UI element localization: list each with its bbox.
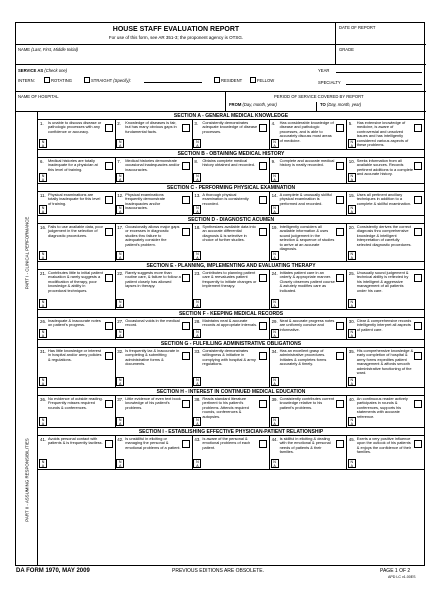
section-header: SECTION G - FULFILLING ADMINISTRATIVE OBLIGATIONS: [38, 340, 424, 348]
hospital-label: NAME OF HOSPITAL: [18, 94, 59, 99]
rating-number: 26.: [40, 319, 47, 324]
rating-number: 35.: [348, 349, 355, 354]
rating-number: 30.: [348, 319, 355, 324]
rating-number: 21.: [40, 271, 47, 276]
rating-number: 41.: [40, 437, 47, 442]
rating-number: 29.: [271, 319, 278, 324]
version: APD LC v1.00ES: [388, 575, 416, 579]
na-checkbox[interactable]: N A: [193, 205, 201, 214]
rotating-label: ROTATING: [51, 78, 73, 83]
rating-description: Clear & comprehensive records intelligently interpret all aspects of patient care.: [356, 318, 412, 332]
section-header: SECTION A - GENERAL MEDICAL KNOWLEDGE: [38, 112, 424, 120]
rating-description: Physical examinations are totally inadequate for this level of training.: [48, 192, 101, 206]
rating-number: 12.: [117, 193, 124, 198]
rating-checkbox[interactable]: [105, 124, 113, 132]
rating-checkbox[interactable]: [336, 162, 344, 170]
rating-description: Has an excellent grasp of administrative procedures. Initiates & completes forms accurately & timely.: [279, 348, 327, 367]
rating-checkbox[interactable]: [105, 440, 113, 448]
part2-label: PART II - ASSUMING RESPONSIBILITIES: [24, 437, 29, 522]
na-checkbox[interactable]: N A: [193, 459, 201, 468]
na-checkbox[interactable]: N A: [116, 329, 124, 338]
rating-number: 45.: [348, 437, 355, 442]
rating-option: [270, 192, 348, 215]
rating-row: [38, 318, 424, 340]
rating-description: Obtains complete medical history obtained and recorded.: [202, 158, 255, 168]
na-checkbox[interactable]: N A: [39, 417, 47, 426]
section-header: SECTION E - PLANNING, IMPLEMENTING AND EVALUATING THERAPY: [38, 262, 424, 270]
rating-option: [115, 158, 193, 183]
rating-number: 5.: [348, 121, 353, 126]
rating-number: 28.: [194, 319, 201, 324]
rating-description: Contributes to planning patient care & reevaluates patient frequently to initiate changes or implement therapy.: [202, 270, 257, 289]
rating-number: 44.: [271, 437, 278, 442]
rating-description: Consistently demonstrates adequate knowledge of disease processes.: [202, 120, 258, 134]
rating-option: [270, 436, 348, 469]
intern-label: INTERN:: [18, 78, 35, 83]
na-checkbox[interactable]: N A: [271, 139, 279, 148]
rating-number: 25.: [348, 271, 355, 276]
rating-number: 11.: [40, 193, 46, 198]
na-checkbox[interactable]: N A: [116, 299, 124, 308]
rating-checkbox[interactable]: [182, 162, 190, 170]
rating-description: Occasional voids in the medical record.: [125, 318, 180, 328]
rating-number: 24.: [271, 271, 278, 276]
previous-editions: PREVIOUS EDITIONS ARE OBSOLETE.: [172, 568, 264, 574]
rating-option: [115, 192, 193, 215]
rating-number: 37.: [117, 397, 124, 402]
rating-row: [38, 192, 424, 216]
rating-option: [38, 158, 116, 183]
rating-description: A thorough physical examination is consistently recorded.: [202, 192, 249, 206]
service-row: [16, 65, 426, 92]
rating-number: 9.: [271, 159, 276, 164]
rating-number: 27.: [117, 319, 124, 324]
date-of-report-field[interactable]: [339, 33, 423, 43]
rating-number: 1.: [40, 121, 44, 126]
rating-option: [38, 396, 116, 427]
rating-checkbox[interactable]: [336, 440, 344, 448]
na-checkbox[interactable]: N A: [348, 377, 356, 386]
rating-checkbox[interactable]: [259, 400, 267, 408]
na-checkbox[interactable]: N A: [271, 299, 279, 308]
rating-number: 6.: [40, 159, 44, 164]
na-checkbox[interactable]: N A: [271, 251, 279, 260]
rating-number: 39.: [271, 397, 278, 402]
rating-checkbox[interactable]: [336, 322, 344, 330]
rating-option: [38, 436, 116, 469]
straight-checkbox[interactable]: [84, 77, 90, 83]
na-checkbox[interactable]: N A: [348, 173, 356, 182]
na-checkbox[interactable]: N A: [193, 329, 201, 338]
na-checkbox[interactable]: N A: [39, 139, 47, 148]
rating-option: [38, 348, 116, 387]
rating-checkbox[interactable]: [105, 322, 113, 330]
na-checkbox[interactable]: N A: [271, 459, 279, 468]
rating-option: [115, 270, 193, 309]
from-label: FROM (Day, month, year): [229, 102, 277, 107]
rating-description: Initiates patient care in an orderly & appropriate manner. Closely observes patient course & astutely modifies care as indicated.: [279, 270, 335, 293]
rating-number: 38.: [194, 397, 201, 402]
rating-checkbox[interactable]: [105, 196, 113, 204]
rating-option: [347, 318, 425, 339]
section-header: SECTION C - PERFORMING PHYSICAL EXAMINATION: [38, 184, 424, 192]
to-hint: (Day, month, year): [326, 102, 362, 107]
rating-checkbox[interactable]: [414, 124, 422, 132]
na-checkbox[interactable]: N A: [116, 173, 124, 182]
rating-checkbox[interactable]: [105, 162, 113, 170]
period-divider: [316, 102, 317, 112]
part1-sidebar: [16, 112, 38, 393]
rating-number: 22.: [117, 271, 124, 276]
rating-checkbox[interactable]: [182, 322, 190, 330]
rating-description: Little evidence of even text book knowledge of his patient's problems.: [125, 396, 181, 410]
rating-checkbox[interactable]: [414, 352, 422, 360]
rating-description: Maintains neat & accurate records at appropriate intervals.: [202, 318, 258, 328]
specialty-label: SPECIALTY: [318, 80, 341, 85]
rating-checkbox[interactable]: [182, 400, 190, 408]
na-checkbox[interactable]: N A: [193, 173, 201, 182]
rating-checkbox[interactable]: [414, 228, 422, 236]
rating-option: [38, 318, 116, 339]
fellow-label: FELLOW: [257, 78, 275, 83]
rating-description: Inadequate & inaccurate notes on patient's progress.: [48, 318, 101, 328]
rating-row: [38, 348, 424, 388]
na-checkbox[interactable]: N A: [271, 173, 279, 182]
rating-option: [38, 192, 116, 215]
na-checkbox[interactable]: N A: [348, 251, 356, 260]
resident-checkbox[interactable]: [214, 77, 220, 83]
rating-checkbox[interactable]: [259, 352, 267, 360]
rating-row: [38, 158, 424, 184]
section-header: SECTION D - DIAGNOSTIC ACUMEN: [38, 216, 424, 224]
rating-checkbox[interactable]: [182, 274, 190, 282]
na-checkbox[interactable]: N A: [39, 173, 47, 182]
title-row: [16, 23, 426, 45]
rating-number: 16.: [40, 225, 47, 230]
rating-option: [270, 224, 348, 261]
rating-number: 8.: [194, 159, 199, 164]
year-label: YEAR: [318, 68, 330, 73]
rating-option: [347, 120, 425, 149]
rating-description: Consistently contributes current knowledge relative to his patient's problems.: [279, 396, 335, 410]
rating-option: [347, 158, 425, 183]
rating-description: Is unable to discuss disease or pathologic processes with any confidence or accuracy.: [48, 120, 102, 134]
rating-checkbox[interactable]: [259, 228, 267, 236]
rating-option: [192, 120, 270, 149]
rating-option: [192, 318, 270, 339]
grade-field[interactable]: [339, 54, 424, 63]
rating-number: 7.: [117, 159, 121, 164]
rating-option: [270, 396, 348, 427]
na-checkbox[interactable]: N A: [271, 205, 279, 214]
rating-option: [270, 270, 348, 309]
rating-number: 19.: [271, 225, 278, 230]
rating-checkbox[interactable]: [182, 124, 190, 132]
rating-option: [38, 224, 116, 261]
rating-checkbox[interactable]: [414, 322, 422, 330]
check-one-hint: (Check one): [44, 68, 68, 73]
rating-number: 36.: [40, 397, 47, 402]
na-checkbox[interactable]: N A: [39, 329, 47, 338]
rating-number: 32.: [117, 349, 124, 354]
rating-description: Medical histories are totally inadequate for a physician at this level of training.: [48, 158, 98, 172]
na-checkbox[interactable]: N A: [193, 417, 201, 426]
na-checkbox[interactable]: N A: [39, 377, 47, 386]
rating-option: [115, 396, 193, 427]
rating-option: [115, 120, 193, 149]
name-hint: (Last, First, Middle Initial): [31, 47, 79, 52]
rating-number: 14.: [271, 193, 278, 198]
section-header: SECTION B - OBTAINING MEDICAL HISTORY: [38, 150, 424, 158]
rating-description: Neat & accurate progress notes are uniformly concise and informative.: [279, 318, 335, 332]
rating-checkbox[interactable]: [336, 228, 344, 236]
rating-description: Is unskillful in eliciting or managing the personal & emotional problems of a patient.: [125, 436, 181, 450]
rating-number: 20.: [348, 225, 355, 230]
rating-description: A complete & unusually skillful physical examination is performed and recorded.: [279, 192, 332, 206]
na-checkbox[interactable]: N A: [348, 417, 356, 426]
na-checkbox[interactable]: N A: [39, 205, 47, 214]
rating-option: [270, 318, 348, 339]
na-checkbox[interactable]: N A: [116, 139, 124, 148]
na-checkbox[interactable]: N A: [271, 417, 279, 426]
rating-description: No evidence of outside reading. Frequently misses required rounds & conferences.: [48, 396, 103, 410]
rating-description: Consistently derives the correct diagnosis thru comprehensive knowledge & intelligent interpretation of carefully selected diagnostic procedures.: [356, 224, 412, 247]
part1-label: PART I - CLINICAL PERFORMANCE: [24, 216, 29, 289]
rating-description: His comprehensive knowledge & early completion of hospital & army forms expedites patient management & affords smooth administrative functioning of the ward.: [356, 348, 414, 376]
rating-number: 15.: [348, 193, 355, 198]
rating-description: Intelligently considers all available information & uses sound judgement in the selection & sequence of studies to arrive at an accurate diagnosis.: [279, 224, 335, 252]
rating-checkbox[interactable]: [414, 162, 422, 170]
specialty-field[interactable]: [346, 84, 422, 85]
name-field[interactable]: [18, 54, 333, 63]
na-checkbox[interactable]: N A: [116, 459, 124, 468]
period-label: PERIOD OF SERVICE COVERED BY REPORT: [274, 94, 364, 99]
rating-checkbox[interactable]: [414, 440, 422, 448]
rotating-checkbox[interactable]: [44, 77, 50, 83]
rating-checkbox[interactable]: [336, 400, 344, 408]
section-header: SECTION I - ESTABLISHING EFFECTIVE PHYSICIAN-PATIENT RELATIONSHIP: [38, 428, 424, 436]
rating-description: Unusually sound judgement & technical ability is reflected by his intelligent & aggressive management of all patients under his care.: [356, 270, 409, 293]
rating-option: [192, 396, 270, 427]
na-checkbox[interactable]: N A: [39, 251, 47, 260]
section-header: SECTION F - KEEPING MEDICAL RECORDS: [38, 310, 424, 318]
rating-number: 42.: [117, 437, 124, 442]
na-checkbox[interactable]: N A: [348, 205, 356, 214]
rating-number: 23.: [194, 271, 201, 276]
rating-checkbox[interactable]: [259, 322, 267, 330]
rating-checkbox[interactable]: [336, 274, 344, 282]
rating-checkbox[interactable]: [182, 352, 190, 360]
rating-option: [192, 224, 270, 261]
rating-number: 33.: [194, 349, 201, 354]
rating-option: [347, 224, 425, 261]
rating-checkbox[interactable]: [259, 440, 267, 448]
straight-label: STRAIGHT (Specify):: [91, 78, 131, 83]
specify-hint: (Specify):: [113, 78, 131, 83]
rating-row: [38, 120, 424, 150]
rating-number: 13.: [194, 193, 201, 198]
service-as-label: SERVICE AS (Check one): [18, 68, 68, 73]
rating-description: Medical histories demonstrate occasional inadequacies and/or inaccuracies.: [125, 158, 180, 172]
rating-number: 34.: [271, 349, 278, 354]
na-checkbox[interactable]: N A: [116, 251, 124, 260]
rating-checkbox[interactable]: [336, 196, 344, 204]
na-checkbox[interactable]: N A: [348, 459, 356, 468]
from-hint: (Day, month, year): [242, 102, 277, 107]
na-checkbox[interactable]: N A: [116, 205, 124, 214]
rating-description: Occasionally allows major gaps or excesses in diagnostic studies thru failure to adequately consider the patient's problem.: [125, 224, 180, 247]
rating-option: [192, 158, 270, 183]
hospital-field[interactable]: [18, 101, 223, 110]
rating-number: 3.: [194, 121, 199, 126]
rating-description: An continuous reader actively participates in rounds & conferences, supports his statements with accurate reference.: [356, 396, 408, 419]
rating-row: [38, 270, 424, 310]
rating-description: Seeks information from all available sources. Records pertinent additions to a complete and accurate history.: [356, 158, 414, 177]
rating-checkbox[interactable]: [182, 196, 190, 204]
rating-option: [270, 158, 348, 183]
rating-checkbox[interactable]: [105, 228, 113, 236]
rating-checkbox[interactable]: [414, 400, 422, 408]
rating-description: Synthesizes available data into an accurate differential diagnosis & is selective in choice of further studies.: [202, 224, 256, 243]
rating-option: [38, 120, 116, 149]
rating-description: Knowledge of diseases is fair, but has many obvious gaps in fundamental facts.: [125, 120, 177, 134]
rating-checkbox[interactable]: [414, 196, 422, 204]
rating-option: [270, 120, 348, 149]
na-checkbox[interactable]: N A: [193, 251, 201, 260]
na-checkbox[interactable]: N A: [348, 299, 356, 308]
hospital-cell: [16, 92, 226, 111]
year-field[interactable]: [336, 72, 422, 73]
rating-checkbox[interactable]: [105, 352, 113, 360]
na-checkbox[interactable]: N A: [193, 377, 201, 386]
rating-description: Has considerable knowledge of disease and pathologic processes, and is able to accurately discuss most areas of medicine.: [279, 120, 334, 143]
rating-description: Is frequently lax & inaccurate in completing & submitting administrative forms & documents.: [125, 348, 180, 367]
part2-sidebar: [16, 393, 38, 566]
rating-option: [192, 192, 270, 215]
na-checkbox[interactable]: N A: [271, 329, 279, 338]
date-of-report-label: DATE OF REPORT: [339, 25, 376, 30]
na-checkbox[interactable]: N A: [193, 299, 201, 308]
rating-option: [270, 348, 348, 387]
name-cell: [16, 45, 336, 64]
resident-label: RESIDENT: [221, 78, 243, 83]
rating-checkbox[interactable]: [105, 400, 113, 408]
rating-description: Is skillful in eliciting & dealing with the emotional & personal needs of patients & their families.: [279, 436, 331, 455]
rating-option: [115, 224, 193, 261]
rating-option: [347, 436, 425, 469]
na-checkbox[interactable]: N A: [348, 139, 356, 148]
name-row: [16, 45, 426, 65]
na-checkbox[interactable]: N A: [193, 139, 201, 148]
rating-description: Has extensive knowledge of medicine, is aware of controversial and unsolved issues and has intelligently considered various aspects of these problems.: [356, 120, 409, 148]
rating-option: [115, 436, 193, 469]
rating-description: Rarely suggests more than routine care, & failure to follow a patient closely has allowed lapses in therapy.: [125, 270, 181, 289]
rating-checkbox[interactable]: [259, 274, 267, 282]
rating-checkbox[interactable]: [414, 274, 422, 282]
rating-checkbox[interactable]: [336, 352, 344, 360]
rating-option: [347, 348, 425, 387]
name-label: NAME (Last, First, Middle Initial): [18, 47, 79, 52]
rating-checkbox[interactable]: [105, 274, 113, 282]
fellow-checkbox[interactable]: [250, 77, 256, 83]
rating-option: [115, 348, 193, 387]
rating-description: Physical examinations frequently demonstrate inadequacies and/or inaccuracies.: [125, 192, 165, 211]
rating-checkbox[interactable]: [259, 124, 267, 132]
rating-description: Avoids personal contact with patients & is frequently tactless.: [48, 436, 103, 446]
na-checkbox[interactable]: N A: [271, 377, 279, 386]
page-number: PAGE 1 OF 2: [380, 568, 411, 574]
title-cell: [16, 23, 336, 44]
rating-option: [347, 270, 425, 309]
rating-option: [347, 396, 425, 427]
straight-specify-field[interactable]: [144, 82, 202, 83]
to-label: TO (Day, month, year): [320, 102, 362, 107]
rating-description: Contributes little to initial patient evaluation & rarely suggests a modification of therapy, poor knowledge & ability in procedural techniques.: [48, 270, 103, 293]
rating-checkbox[interactable]: [182, 228, 190, 236]
section-header: SECTION H - INTEREST IN CONTINUED MEDICAL EDUCATION: [38, 388, 424, 396]
rating-number: 40.: [348, 397, 355, 402]
na-checkbox[interactable]: N A: [39, 299, 47, 308]
form-number: DA FORM 1970, MAY 2009: [16, 568, 90, 574]
rating-row: [38, 396, 424, 428]
rating-number: 17.: [117, 225, 124, 230]
hospital-row: [16, 92, 426, 112]
evaluation-form: [15, 22, 425, 566]
rating-number: 2.: [117, 121, 121, 126]
form-subtitle: For use of this form, see AR 351-3; the proponent agency is OTSG.: [108, 35, 244, 40]
rating-option: [115, 318, 193, 339]
rating-description: Exerts a very positive influence upon the outlook of his patients & enjoys the confidence of their families.: [356, 436, 412, 455]
na-checkbox[interactable]: N A: [116, 377, 124, 386]
rating-description: Reads standard literature pertinent to his patient's problems. Attends required rounds, conferences & autopsies.: [202, 396, 249, 419]
sections-area: [16, 112, 424, 566]
na-checkbox[interactable]: N A: [116, 417, 124, 426]
rating-description: Has little knowledge or interest in hospital and/or army policies & regulations.: [48, 348, 102, 362]
rating-option: [347, 192, 425, 215]
rating-row: [38, 436, 424, 470]
rating-number: 18.: [194, 225, 201, 230]
rating-number: 4.: [271, 121, 276, 126]
rating-row: [38, 224, 424, 262]
rating-description: Fails to use available data, poor judgement in the selection of diagnostic procedures.: [48, 224, 103, 238]
rating-option: [192, 348, 270, 387]
rating-checkbox[interactable]: [182, 440, 190, 448]
na-checkbox[interactable]: N A: [348, 329, 356, 338]
rating-checkbox[interactable]: [259, 196, 267, 204]
rating-description: Is aware of the personal & emotional problems of each patient.: [202, 436, 251, 450]
rating-number: 43.: [194, 437, 201, 442]
rating-number: 10.: [348, 159, 355, 164]
rating-number: 31.: [40, 349, 47, 354]
rating-description: Consistently demonstrates willingness & initiative in complying with hospital & army regulations.: [202, 348, 256, 367]
form-title: HOUSE STAFF EVALUATION REPORT: [112, 26, 240, 33]
na-checkbox[interactable]: N A: [39, 459, 47, 468]
rating-checkbox[interactable]: [259, 162, 267, 170]
rating-option: [192, 270, 270, 309]
rating-checkbox[interactable]: [336, 124, 344, 132]
grade-label: GRADE: [339, 47, 354, 52]
rating-description: Uses all pertinent ancillary techniques in addition to a complete & skillful examination.: [356, 192, 412, 206]
rating-description: Complete and accurate medical history is neatly recorded.: [279, 158, 335, 168]
rating-option: [38, 270, 116, 309]
rating-option: [192, 436, 270, 469]
